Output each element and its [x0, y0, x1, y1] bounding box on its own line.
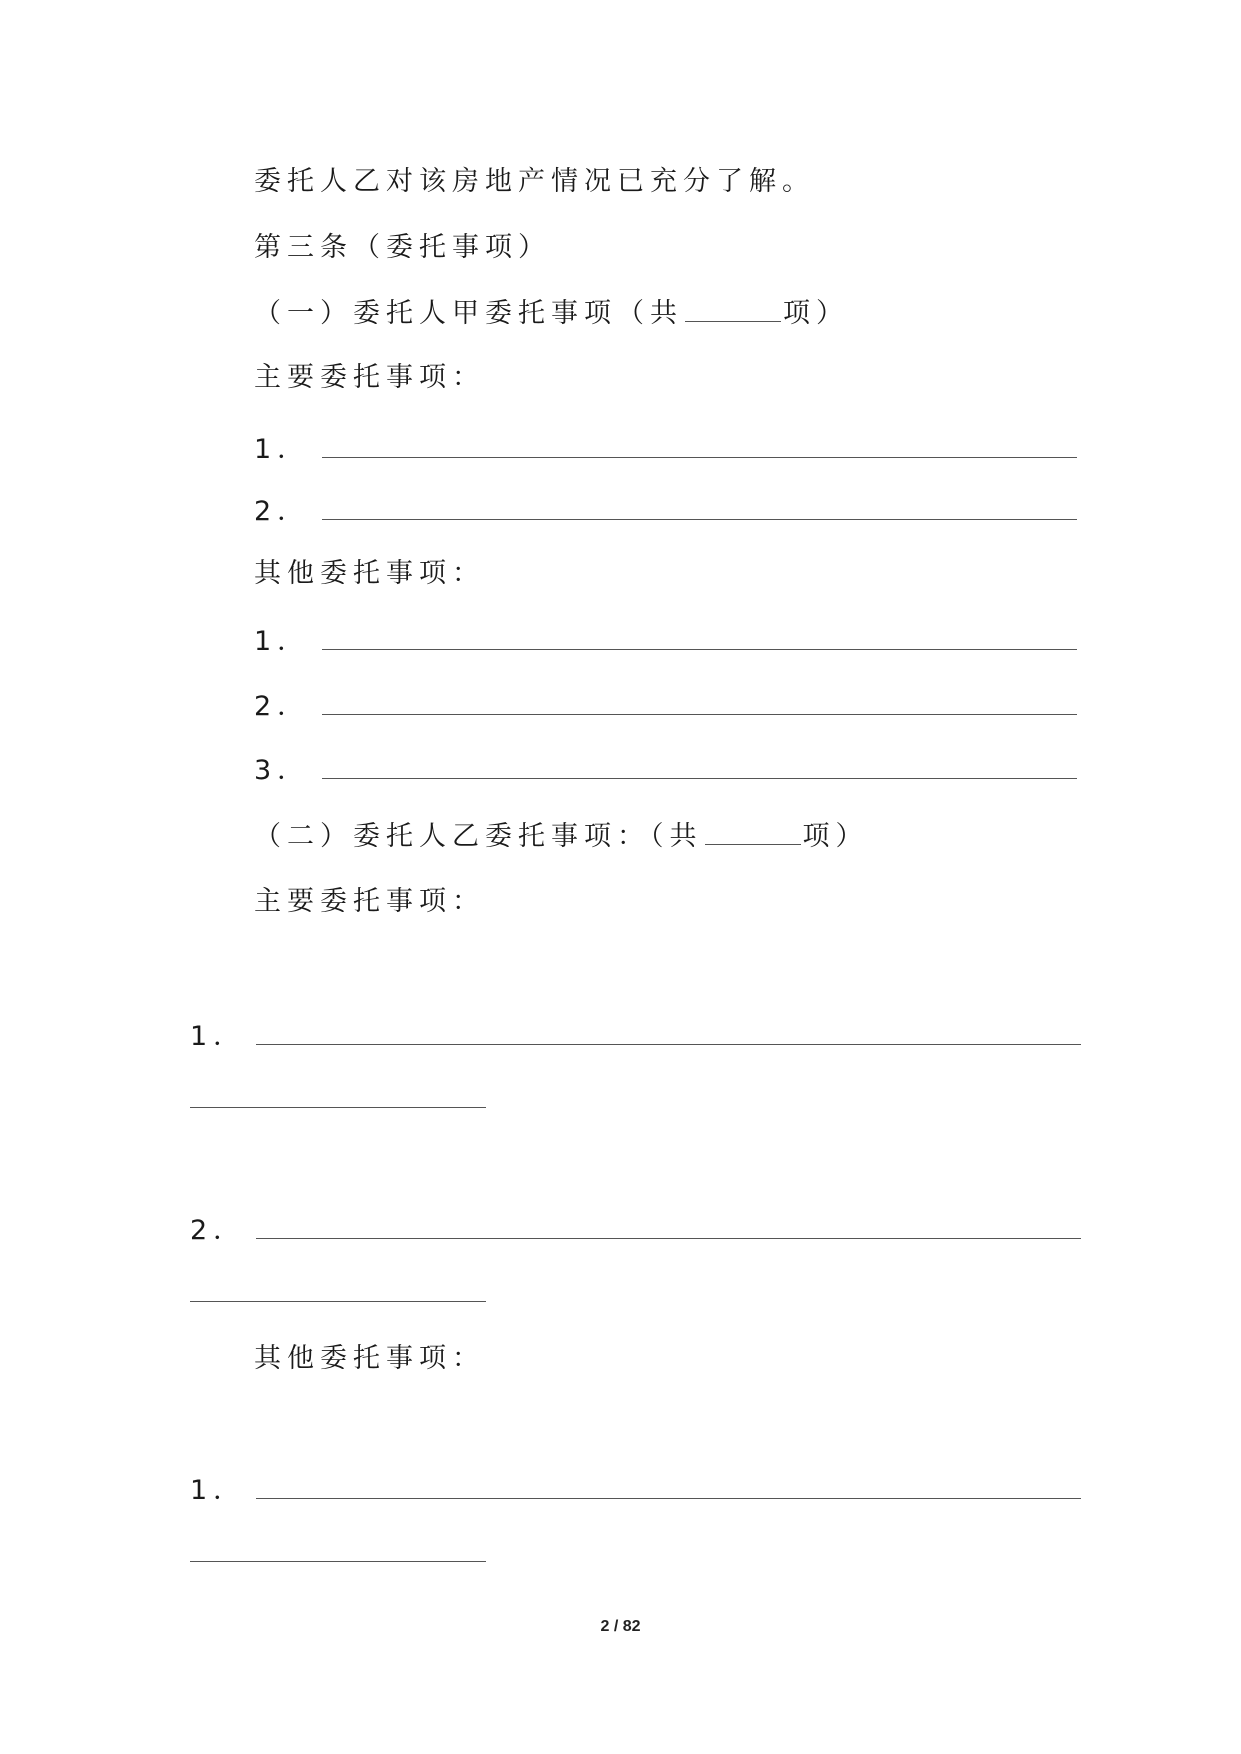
party-a-other-item-3 [254, 756, 1077, 784]
other-items-label: 其他委托事项： [254, 1343, 485, 1374]
party-a-main-item-2 [254, 497, 1077, 525]
item-blank[interactable] [322, 756, 1077, 779]
party-b-heading-post: 项） [802, 821, 869, 852]
item-blank[interactable] [256, 1476, 1081, 1499]
item-number: 1． [190, 1021, 247, 1052]
party-a-heading [254, 299, 849, 327]
party-b-heading-pre: （二）委托人乙委托事项：（共 [254, 821, 703, 852]
party-a-other-item-1 [254, 627, 1077, 655]
party-a-other-label [254, 560, 485, 587]
party-a-heading-post: 项） [783, 298, 849, 329]
item-blank[interactable] [256, 1216, 1081, 1239]
item-number: 1． [254, 434, 311, 465]
party-b-other-item-1 [190, 1476, 1081, 1504]
party-b-other-label [254, 1345, 485, 1372]
item-number: 1． [254, 626, 311, 657]
page-footer [0, 1618, 1241, 1636]
item-blank[interactable] [322, 692, 1077, 715]
party-b-main-item-1 [190, 1022, 1081, 1050]
intro-text [254, 168, 815, 195]
party-a-main-label [254, 364, 485, 391]
other-items-label: 其他委托事项： [254, 558, 485, 589]
item-blank[interactable] [322, 497, 1077, 520]
party-b-main-item-2 [190, 1216, 1081, 1244]
party-b-heading [254, 822, 869, 850]
item-blank-continuation[interactable] [190, 1561, 486, 1562]
party-a-other-item-2 [254, 692, 1077, 720]
item-blank[interactable] [322, 435, 1077, 458]
article-heading [254, 234, 551, 261]
party-a-heading-pre: （一）委托人甲委托事项（共 [254, 298, 683, 329]
page-number: 2 / 82 [600, 1618, 641, 1635]
item-number: 1． [190, 1475, 247, 1506]
item-blank[interactable] [322, 627, 1077, 650]
intro-line: 委托人乙对该房地产情况已充分了解。 [254, 166, 815, 197]
main-items-label: 主要委托事项： [254, 362, 485, 393]
item-blank-continuation[interactable] [190, 1301, 486, 1302]
item-number: 3． [254, 755, 311, 786]
article-title: 第三条（委托事项） [254, 232, 551, 263]
item-blank-continuation[interactable] [190, 1107, 486, 1108]
party-a-main-item-1 [254, 435, 1077, 463]
item-blank[interactable] [256, 1022, 1081, 1045]
item-number: 2． [254, 496, 311, 527]
party-b-count-blank[interactable] [705, 822, 801, 845]
main-items-label: 主要委托事项： [254, 886, 485, 917]
party-b-main-label [254, 888, 485, 915]
item-number: 2． [190, 1215, 247, 1246]
item-number: 2． [254, 691, 311, 722]
party-a-count-blank[interactable] [685, 299, 781, 322]
